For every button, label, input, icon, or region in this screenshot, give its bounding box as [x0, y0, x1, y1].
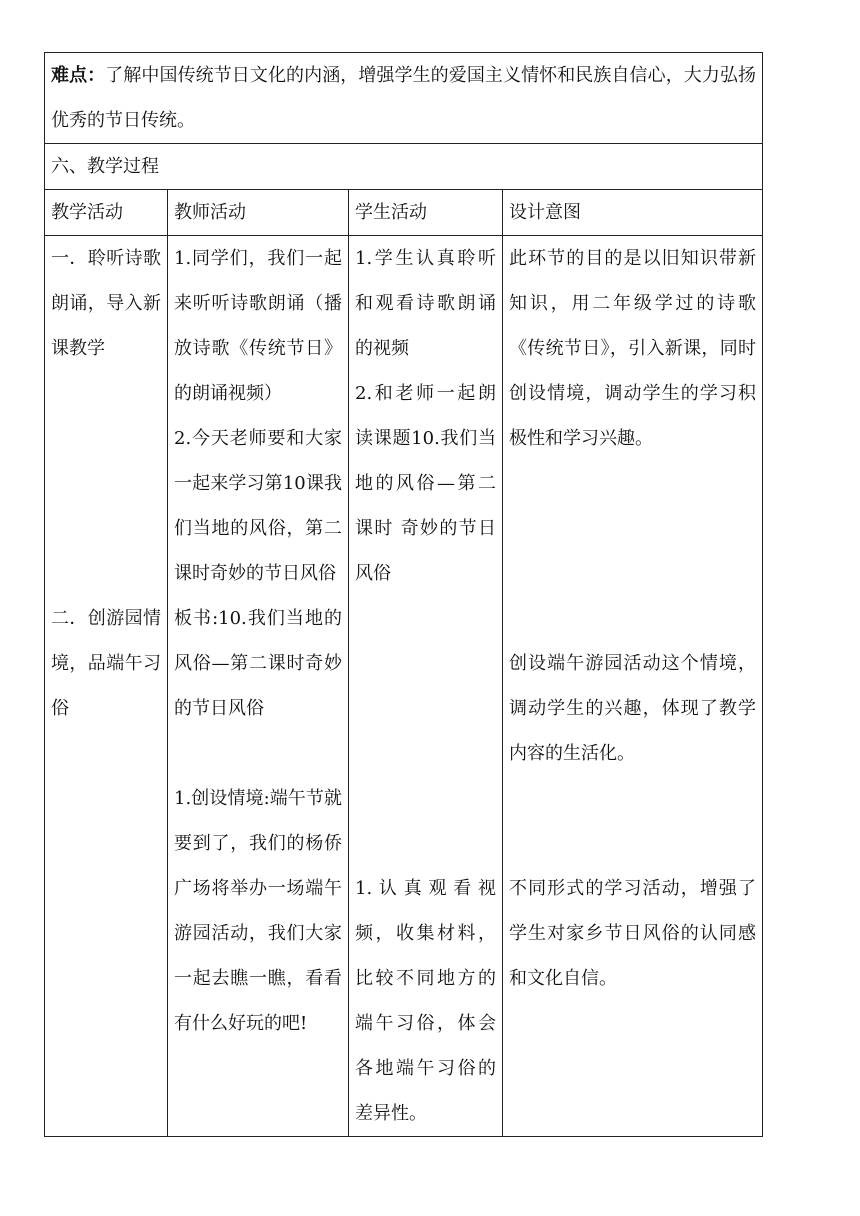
teacher-item-1-2: 2.今天老师要和大家一起来学习第10课我们当地的风俗，第二课时奇妙的节日风俗 — [174, 428, 342, 584]
design-item-1-2: 创设端午游园活动这个情境，调动学生的兴趣，体现了教学内容的生活化。 — [509, 653, 756, 764]
difficulty-cell — [45, 53, 763, 144]
header-teacher: 教师活动 — [168, 190, 349, 236]
design-spacer-3 — [509, 1001, 756, 1136]
design-column-cell — [503, 236, 763, 1137]
header-student: 学生活动 — [349, 190, 503, 236]
activity-name-1: 一．聆听诗歌朗诵，导入新课教学 — [51, 248, 161, 359]
design-item-2-1: 不同形式的学习活动，增强了学生对家乡节日风俗的认同感和文化自信。 — [509, 878, 756, 989]
difficulty-label: 难点： — [51, 65, 106, 86]
design-item-1-1: 此环节的目的是以旧知识带新知识，用二年级学过的诗歌《传统节日》，引入新课，同时创设情境，调动学生的学习积极性和学习兴趣。 — [509, 248, 756, 449]
student-item-1-1: 1.学生认真聆听和观看诗歌朗诵的视频 — [355, 248, 496, 359]
design-spacer-2 — [509, 776, 756, 866]
section-row — [45, 144, 763, 190]
teacher-item-2-1: 1.创设情境:端午节就要到了，我们的杨侨广场将举办一场端午游园活动，我们大家一起去瞧一瞧，看看有什么好玩的吧! — [174, 788, 342, 1034]
lesson-plan-table — [44, 52, 763, 1137]
activity-spacer — [51, 371, 161, 596]
teacher-column-cell — [168, 236, 349, 1137]
activity-column-cell — [45, 236, 168, 1137]
section-title: 六、教学过程 — [45, 144, 763, 190]
student-item-2-1: 1.认真观看视频，收集材料，比较不同地方的端午习俗，体会各地端午习俗的差异性。 — [355, 878, 496, 1124]
activity-row — [45, 236, 763, 1137]
student-column-cell — [349, 236, 503, 1137]
student-spacer — [355, 596, 496, 866]
header-activity: 教学活动 — [45, 190, 168, 236]
teacher-item-1-3: 板书:10.我们当地的风俗—第二课时奇妙的节日风俗 — [174, 608, 342, 719]
design-spacer-1 — [509, 461, 756, 641]
difficulty-text: 了解中国传统节日文化的内涵，增强学生的爱国主义情怀和民族自信心，大力弘扬优秀的节日传统。 — [51, 65, 757, 131]
header-design: 设计意图 — [503, 190, 763, 236]
difficulty-row — [45, 53, 763, 144]
header-row — [45, 190, 763, 236]
teacher-item-1-1: 1.同学们，我们一起来听听诗歌朗诵（播放诗歌《传统节日》的朗诵视频） — [174, 248, 342, 404]
student-item-1-2: 2.和老师一起朗读课题10.我们当地的风俗—第二课时 奇妙的节日风俗 — [355, 383, 496, 584]
teacher-spacer — [174, 731, 342, 776]
activity-name-2: 二．创游园情境，品端午习俗 — [51, 608, 161, 719]
